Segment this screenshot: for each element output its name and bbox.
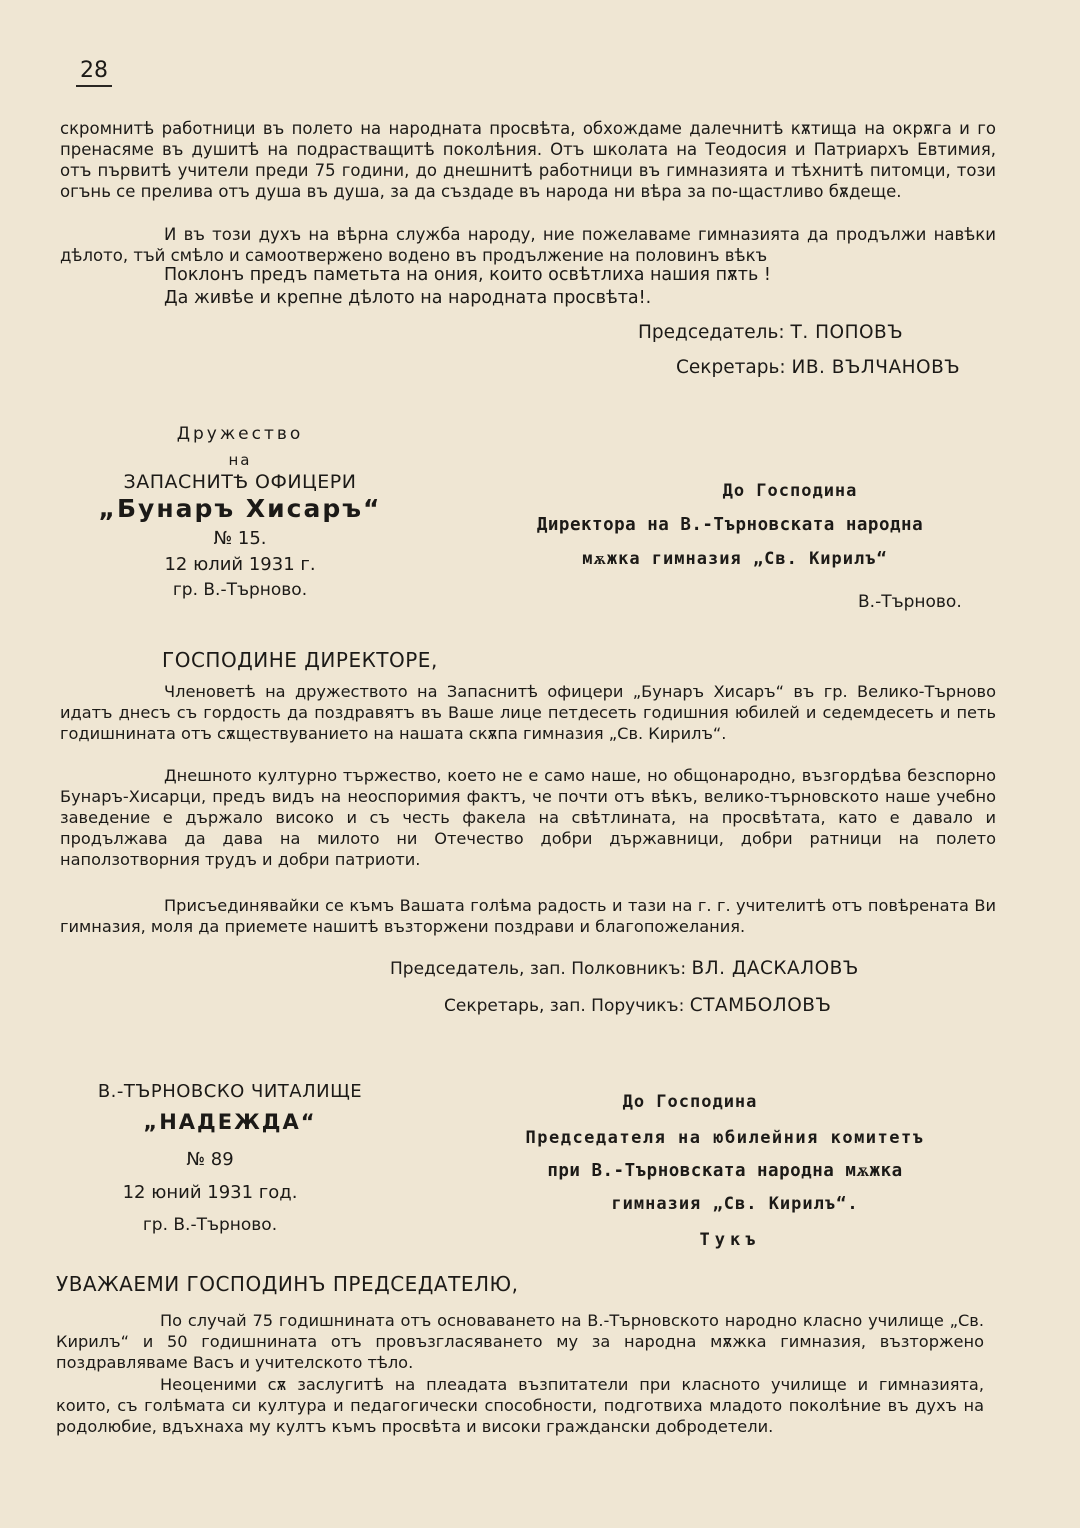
block3-paragraph-1: По случай 75 годишнината отъ основаването на В.-Търновското народно класно училище „Св. Кирилъ“ и 50 годишнината отъ провъзгласяването му за народна мѫжка гимназия, възторжено поздравляваме Васъ и учителското тѣло. (56, 1311, 984, 1372)
block3-recipient-line-3: при В.-Търновската народна мѫжка (547, 1161, 903, 1181)
block2-sender-line-1: Дружество (176, 424, 304, 444)
block2-sender-number: № 15. (213, 528, 267, 549)
signature-label: Председатель: (638, 322, 785, 343)
block3-sender-date: 12 юний 1931 год. (122, 1182, 298, 1203)
block2-recipient-line-2: Директора на В.-Търновската народна (536, 515, 924, 535)
block2-sender-place: гр. В.-Търново. (172, 580, 308, 600)
block3-recipient-line-1: До Господина (622, 1092, 758, 1112)
block3-recipient-line-5: Тукъ (699, 1230, 761, 1250)
block3-sender-line-1: В.-ТЪРНОВСКО ЧИТАЛИЩЕ (97, 1081, 363, 1102)
block1-line-4: Да живѣе и крепне дѣлото на народната просвѣта!. (164, 288, 652, 308)
block2-recipient-city: В.-Търново. (858, 592, 962, 612)
block1-paragraph-1: скромнитѣ работници въ полето на народната просвѣта, обхождаме далечнитѣ кѫтища на окрѫга и го пренасяме въ душитѣ на подрастващитѣ поколѣния. Отъ школата на Теодосия и Патриархъ Евтимия, отъ първитѣ учители преди 75 години, до днешнитѣ работници въ гимназията и тѣхнитѣ питомци, този огънь се прелива отъ душа въ душа, за да създаде въ народа ни вѣра за по-щастливо бѫдеще. (60, 119, 996, 201)
signature-label: Председатель, зап. Полковникъ: (390, 959, 687, 979)
block3-sender-society-name: „НАДЕЖДА“ (143, 1110, 317, 1134)
signature-label: Секретарь: (676, 357, 786, 378)
block3-paragraph-2: Неоценими сѫ заслугитѣ на плеадата възпитатели при класното училище и гимназията, които, съ голѣмата си култура и педагогически способности, подготвиха младото поколѣние въ духъ на родолюбие, вдъхнаха му култъ къмъ просвѣта и високи граждански добродетели. (56, 1375, 984, 1436)
block2-signature-secretary (444, 995, 831, 1016)
block2-paragraph-2: Днешното културно тържество, което не е само наше, но общонародно, възгордѣва безспорно Бунаръ-Хисарци, предъ видъ на неоспоримия фактъ, че почти отъ вѣкъ, велико-търновското наше учебно заведение е държало високо и съ честь факела на свѣтлината, на просвѣтата, като е давало и продължава да дава на милото ни Отечество добри държавници, добри ратници на полето наползотворния трудъ и добри патриоти. (60, 766, 996, 869)
block3-recipient-line-4: гимназия „Св. Кирилъ“. (611, 1194, 859, 1214)
block3-salutation: УВАЖАЕМИ ГОСПОДИНЪ ПРЕДСЕДАТЕЛЮ, (56, 1272, 519, 1296)
page-number: 28 (76, 58, 112, 87)
block1-line-3: Поклонъ предъ паметьта на ония, които освѣтлиха нашия пѫть ! (164, 265, 771, 285)
block2-recipient-line-3: мѫжка гимназия „Св. Кирилъ“ (582, 549, 888, 569)
signature-name: ВЛ. ДАСКАЛОВЪ (691, 958, 859, 979)
signature-name: СТАМБОЛОВЪ (689, 995, 832, 1016)
block1-paragraph-2: И въ този духъ на вѣрна служба народу, ние пожелаваме гимназията да продължи навѣки дѣлото, тъй смѣло и самоотвержено водено въ продължение на половинъ вѣкъ (60, 225, 996, 265)
block1-signature-secretary (676, 357, 960, 378)
block2-sender-society-name: „Бунаръ Хисаръ“ (98, 494, 382, 523)
block2-sender-line-3: ЗАПАСНИТѢ ОФИЦЕРИ (123, 471, 357, 493)
block2-signature-chairman (390, 958, 859, 979)
signature-label: Секретарь, зап. Поручикъ: (444, 996, 685, 1016)
block2-recipient-line-1: До Господина (722, 481, 858, 501)
block2-paragraph-3: Присъединявайки се къмъ Вашата голѣма радость и тази на г. г. учителитѣ отъ повѣрената Ви гимназия, моля да приемете нашитѣ възторжени поздрави и благопожелания. (60, 896, 996, 936)
signature-name: ИВ. ВЪЛЧАНОВЪ (791, 357, 961, 378)
block2-salutation: ГОСПОДИНЕ ДИРЕКТОРЕ, (162, 648, 438, 672)
block2-sender-date: 12 юлий 1931 г. (164, 554, 316, 575)
block2-paragraph-1: Членоветѣ на дружеството на Запаснитѣ офицери „Бунаръ Хисаръ“ въ гр. Велико-Търново идатъ днесъ съ гордость да поздравятъ въ Ваше лице петдесеть годишния юбилей и седемдесеть и петь годишнината отъ сѫществуванието на нашата скѫпа гимназия „Св. Кирилъ“. (60, 682, 996, 743)
block3-sender-number: № 89 (186, 1149, 234, 1170)
block2-sender-line-2: на (228, 451, 252, 469)
block3-recipient-line-2: Председателя на юбилейния комитетъ (525, 1128, 925, 1148)
block3-sender-place: гр. В.-Търново. (142, 1215, 278, 1235)
block1-signature-chairman (638, 322, 903, 343)
signature-name: Т. ПОПОВЪ (790, 322, 904, 343)
